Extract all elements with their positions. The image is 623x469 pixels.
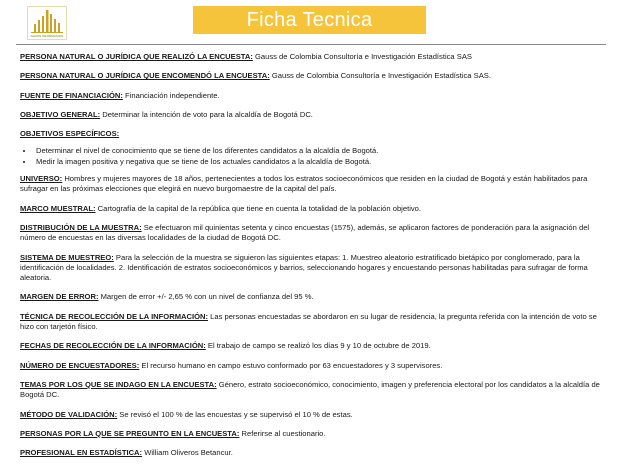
section-text: William Oliveros Betancur. xyxy=(142,448,233,458)
section-text: Gauss de Colombia Consultoría e Investigación Estadística SAS xyxy=(252,52,472,61)
technical-sheet-body xyxy=(20,52,608,458)
section-encuesta-realizada xyxy=(20,52,608,62)
section-universo xyxy=(20,174,608,195)
section-text: Gauss de Colombia Consultoría e Investigación Estadística SAS. xyxy=(269,71,491,81)
section-encuesta-encomendada xyxy=(20,71,608,81)
section-label: OBJETIVO GENERAL: xyxy=(20,109,101,119)
section-text: Cartografía de la capital de la república que tiene en cuenta la totalidad de la población objetivo. xyxy=(95,203,422,213)
section-text: Las personas encuestadas se abordaron en su lugar de residencia, la pregunta referida con la intención de voto se hizo con tarjetón físico. xyxy=(20,311,597,332)
section-label: TEMAS POR LOS QUE SE INDAGO EN LA ENCUESTA: xyxy=(20,379,217,389)
objetivos-list xyxy=(20,146,608,167)
section-label: PERSONA NATURAL O JURÍDICA QUE REALIZÓ LA ENCUESTA: xyxy=(20,52,253,61)
section-label: PROFESIONAL EN ESTADÍSTICA: xyxy=(20,448,143,458)
section-label: MÉTODO DE VALIDACIÓN: xyxy=(20,409,118,419)
section-label: OBJETIVOS ESPECÍFICOS: xyxy=(20,129,120,139)
section-text: Hombres y mujeres mayores de 18 años, pertenecientes a todos los estratos socioeconómicos que residen en la ciudad de Bogotá y están habilitados para sufragar en las próximas elecciones que elegirá en nuevo burgomaestre de la capital del país. xyxy=(20,174,588,194)
section-profesional-estadistica xyxy=(20,448,608,458)
section-objetivo-general xyxy=(20,110,608,120)
building-logo-icon xyxy=(27,6,67,40)
section-label: TÉCNICA DE RECOLECCIÓN DE LA INFORMACIÓN: xyxy=(20,311,209,321)
section-tecnica-recoleccion xyxy=(20,312,608,333)
section-text: Financiación independiente. xyxy=(122,90,220,100)
section-label: FECHAS DE RECOLECCIÓN DE LA INFORMACIÓN: xyxy=(20,341,206,351)
section-metodo-validacion xyxy=(20,410,608,420)
section-marco-muestral xyxy=(20,204,608,214)
section-text: El recurso humano en campo estuvo conformado por 63 encuestadores y 3 supervisores. xyxy=(139,360,443,370)
section-label: SISTEMA DE MUESTREO: xyxy=(20,252,114,262)
section-margen-error xyxy=(20,292,608,302)
section-personas-preguntadas xyxy=(20,429,608,439)
section-label: PERSONAS POR LA QUE SE PREGUNTO EN LA ENCUESTA: xyxy=(20,428,240,438)
title-banner xyxy=(193,6,426,34)
section-text: Se revisó el 100 % de las encuestas y se supervisó el 10 % de estas. xyxy=(117,409,353,419)
section-label: PERSONA NATURAL O JURÍDICA QUE ENCOMENDÓ LA ENCUESTA: xyxy=(20,71,270,81)
section-text: Referirse al cuestionario. xyxy=(239,428,326,438)
section-label: MARGEN DE ERROR: xyxy=(20,292,99,302)
logo-text: GAUSS INFORMACION xyxy=(30,34,64,38)
section-text: Margen de error +/- 2,65 % con un nivel de confianza del 95 %. xyxy=(98,292,314,302)
section-text: Género, estrato socioeconómico, conocimiento, imagen y preferencia electoral por los candidatos a la alcaldía de Bogotá DC. xyxy=(20,379,600,400)
section-text: Se efectuaron mil quinientas setenta y cinco encuestas (1575), además, se aplicaron factores de ponderación para la asignación del número de encuestas en las diversas localidades de la ciudad de Bogotá DC. xyxy=(20,222,590,243)
section-label: FUENTE DE FINANCIACIÓN: xyxy=(20,90,123,100)
section-distribucion-muestra xyxy=(20,223,608,244)
page-title: Ficha Tecnica xyxy=(246,8,373,31)
section-fechas-recoleccion xyxy=(20,341,608,351)
section-label: MARCO MUESTRAL: xyxy=(20,203,96,213)
header-divider xyxy=(16,44,606,45)
list-item: • Medir la imagen positiva y negativa que se tiene de los actuales candidatos a la alcaldía de Bogotá. xyxy=(34,157,608,167)
section-label: UNIVERSO: xyxy=(20,174,63,184)
section-text: El trabajo de campo se realizó los días 9 y 10 de octubre de 2019. xyxy=(205,341,431,351)
section-label: DISTRIBUCIÓN DE LA MUESTRA: xyxy=(20,222,142,232)
list-item: • Determinar el nivel de conocimiento que se tiene de los diferentes candidatos a la alcaldía de Bogotá. xyxy=(34,146,608,156)
section-text: Para la selección de la muestra se siguieron las siguientes etapas: 1. Muestreo aleatorio estratificado bietápico por conglomerado, para la identificación de localidades. 2. Identificación de estratos socioeconómicos y barrios, seleccionando hogares y encuestando personas habilitadas para sufragar de forma aleatoria. xyxy=(20,252,588,283)
section-financiacion xyxy=(20,91,608,101)
section-temas xyxy=(20,380,608,401)
section-numero-encuestadores xyxy=(20,361,608,371)
company-logo xyxy=(27,6,67,40)
section-sistema-muestreo xyxy=(20,253,608,284)
section-objetivos-especificos xyxy=(20,129,608,139)
section-label: NÚMERO DE ENCUESTADORES: xyxy=(20,360,140,370)
section-text: Determinar la intención de voto para la alcaldía de Bogotá DC. xyxy=(100,109,313,119)
header xyxy=(0,0,623,44)
